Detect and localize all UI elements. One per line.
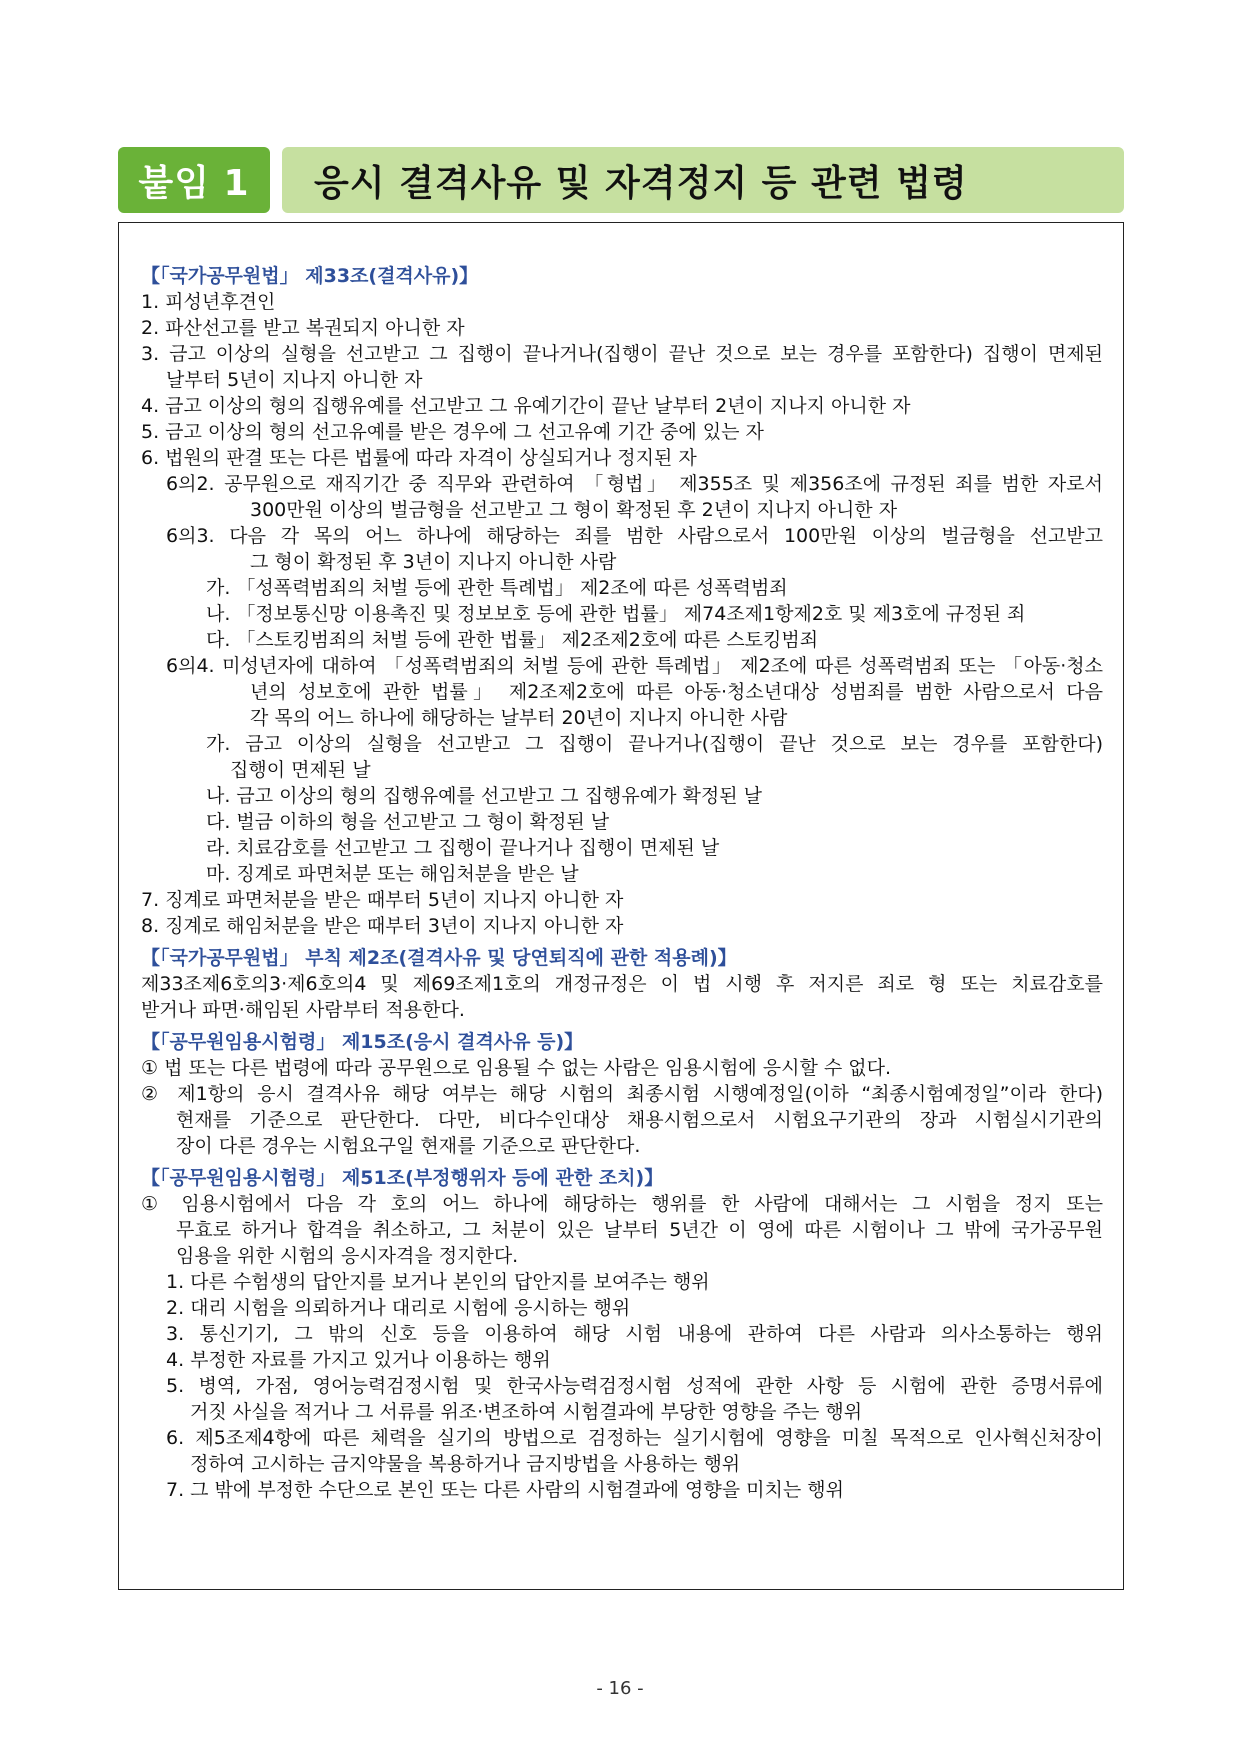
sub-sub-item: 다. 「스토킹범죄의 처벌 등에 관한 법률」 제2조제2호에 따른 스토킹범죄 — [206, 629, 819, 651]
clause-continuation: 무효로 하거나 합격을 취소하고, 그 처분이 있은 날부터 5년간 이 영에 따른 시험이나 그 밖에 국가공무원 — [176, 1219, 1103, 1241]
section-heading: 【「국가공무원법」 부칙 제2조(결격사유 및 당연퇴직에 관한 적용례)】 — [141, 947, 737, 969]
sub-item: 6의2. 공무원으로 재직기간 중 직무와 관련하여 「형법」 제355조 및 제356조에 규정된 죄를 범한 자로서 — [166, 473, 1103, 495]
list-item: 3. 통신기기, 그 밖의 신호 등을 이용하여 해당 시험 내용에 관하여 다른 사람과 의사소통하는 행위 — [166, 1323, 1103, 1345]
sub-item-continuation: 년의 성보호에 관한 법률」 제2조제2호에 따른 아동·청소년대상 성범죄를 범한 사람으로서 다음 — [250, 681, 1103, 703]
list-item-continuation: 정하여 고시하는 금지약물을 복용하거나 금지방법을 사용하는 행위 — [190, 1453, 741, 1475]
list-item-continuation: 날부터 5년이 지나지 아니한 자 — [166, 369, 423, 391]
list-item: 4. 부정한 자료를 가지고 있거나 이용하는 행위 — [166, 1349, 551, 1371]
list-item: 7. 그 밖에 부정한 수단으로 본인 또는 다른 사람의 시험결과에 영향을 미치는 행위 — [166, 1479, 844, 1501]
list-item: 7. 징계로 파면처분을 받은 때부터 5년이 지나지 아니한 자 — [141, 889, 624, 911]
list-item: 6. 법원의 판결 또는 다른 법률에 따라 자격이 상실되거나 정지된 자 — [141, 447, 697, 469]
clause-item: ① 법 또는 다른 법령에 따라 공무원으로 임용될 수 없는 사람은 임용시험에 응시할 수 없다. — [141, 1057, 892, 1079]
attachment-tag: 붙임 1 — [118, 147, 270, 213]
sub-sub-item: 다. 벌금 이하의 형을 선고받고 그 형이 확정된 날 — [206, 811, 610, 833]
clause-continuation: 장이 다른 경우는 시험요구일 현재를 기준으로 판단한다. — [176, 1135, 641, 1157]
paragraph-line: 제33조제6호의3·제6호의4 및 제69조제1호의 개정규정은 이 법 시행 후 저지른 죄로 형 또는 치료감호를 — [141, 973, 1103, 995]
list-item: 2. 파산선고를 받고 복권되지 아니한 자 — [141, 317, 465, 339]
clause-continuation: 임용을 위한 시험의 응시자격을 정지한다. — [176, 1245, 519, 1267]
page-title: 응시 결격사유 및 자격정지 등 관련 법령 — [282, 147, 1124, 213]
sub-sub-item: 마. 징계로 파면처분 또는 해임처분을 받은 날 — [206, 863, 579, 885]
page-number: - 16 - — [596, 1678, 644, 1699]
list-item-continuation: 거짓 사실을 적거나 그 서류를 위조·변조하여 시험결과에 부당한 영향을 주는 행위 — [190, 1401, 863, 1423]
sub-sub-item-continuation: 집행이 면제된 날 — [230, 759, 371, 781]
list-item: 3. 금고 이상의 실형을 선고받고 그 집행이 끝나거나(집행이 끝난 것으로 보는 경우를 포함한다) 집행이 면제된 — [141, 343, 1103, 365]
list-item: 8. 징계로 해임처분을 받은 때부터 3년이 지나지 아니한 자 — [141, 915, 624, 937]
sub-item: 6의3. 다음 각 목의 어느 하나에 해당하는 죄를 범한 사람으로서 100만원 이상의 벌금형을 선고받고 — [166, 525, 1103, 547]
section-heading: 【「공무원임용시험령」 제15조(응시 결격사유 등)】 — [141, 1031, 584, 1053]
list-item: 6. 제5조제4항에 따른 체력을 실기의 방법으로 검정하는 실기시험에 영향을 미칠 목적으로 인사혁신처장이 — [166, 1427, 1103, 1449]
list-item: 4. 금고 이상의 형의 집행유예를 선고받고 그 유예기간이 끝난 날부터 2년이 지나지 아니한 자 — [141, 395, 911, 417]
clause-continuation: 현재를 기준으로 판단한다. 다만, 비다수인대상 채용시험으로서 시험요구기관의 장과 시험실시기관의 — [176, 1109, 1103, 1131]
sub-item-continuation: 300만원 이상의 벌금형을 선고받고 그 형이 확정된 후 2년이 지나지 아니한 자 — [250, 499, 898, 521]
law-content — [141, 263, 1103, 1503]
paragraph-line: 받거나 파면·해임된 사람부터 적용한다. — [141, 999, 465, 1021]
sub-sub-item: 나. 「정보통신망 이용촉진 및 정보보호 등에 관한 법률」 제74조제1항제2호 및 제3호에 규정된 죄 — [206, 603, 1026, 625]
sub-sub-item: 나. 금고 이상의 형의 집행유예를 선고받고 그 집행유예가 확정된 날 — [206, 785, 762, 807]
sub-item-continuation: 그 형이 확정된 후 3년이 지나지 아니한 사람 — [250, 551, 617, 573]
law-text-box — [118, 222, 1124, 1590]
section-heading: 【「국가공무원법」 제33조(결격사유)】 — [141, 265, 479, 287]
list-item: 5. 병역, 가점, 영어능력검정시험 및 한국사능력검정시험 성적에 관한 사항 등 시험에 관한 증명서류에 — [166, 1375, 1103, 1397]
list-item: 1. 피성년후견인 — [141, 291, 276, 313]
section-heading: 【「공무원임용시험령」 제51조(부정행위자 등에 관한 조치)】 — [141, 1167, 664, 1189]
clause-item: ② 제1항의 응시 결격사유 해당 여부는 해당 시험의 최종시험 시행예정일(이하 “최종시험예정일”이라 한다) — [141, 1083, 1103, 1105]
list-item: 2. 대리 시험을 의뢰하거나 대리로 시험에 응시하는 행위 — [166, 1297, 631, 1319]
list-item: 1. 다른 수험생의 답안지를 보거나 본인의 답안지를 보여주는 행위 — [166, 1271, 710, 1293]
sub-sub-item: 라. 치료감호를 선고받고 그 집행이 끝나거나 집행이 면제된 날 — [206, 837, 720, 859]
sub-sub-item: 가. 금고 이상의 실형을 선고받고 그 집행이 끝나거나(집행이 끝난 것으로 보는 경우를 포함한다) — [206, 733, 1103, 755]
sub-item: 6의4. 미성년자에 대하여 「성폭력범죄의 처벌 등에 관한 특례법」 제2조에 따른 성폭력범죄 또는 「아동·청소 — [166, 655, 1103, 677]
clause-item: ① 임용시험에서 다음 각 호의 어느 하나에 해당하는 행위를 한 사람에 대해서는 그 시험을 정지 또는 — [141, 1193, 1103, 1215]
sub-sub-item: 가. 「성폭력범죄의 처벌 등에 관한 특례법」 제2조에 따른 성폭력범죄 — [206, 577, 788, 599]
page-header — [118, 147, 1124, 213]
sub-item-continuation: 각 목의 어느 하나에 해당하는 날부터 20년이 지나지 아니한 사람 — [250, 707, 788, 729]
list-item: 5. 금고 이상의 형의 선고유예를 받은 경우에 그 선고유예 기간 중에 있는 자 — [141, 421, 764, 443]
